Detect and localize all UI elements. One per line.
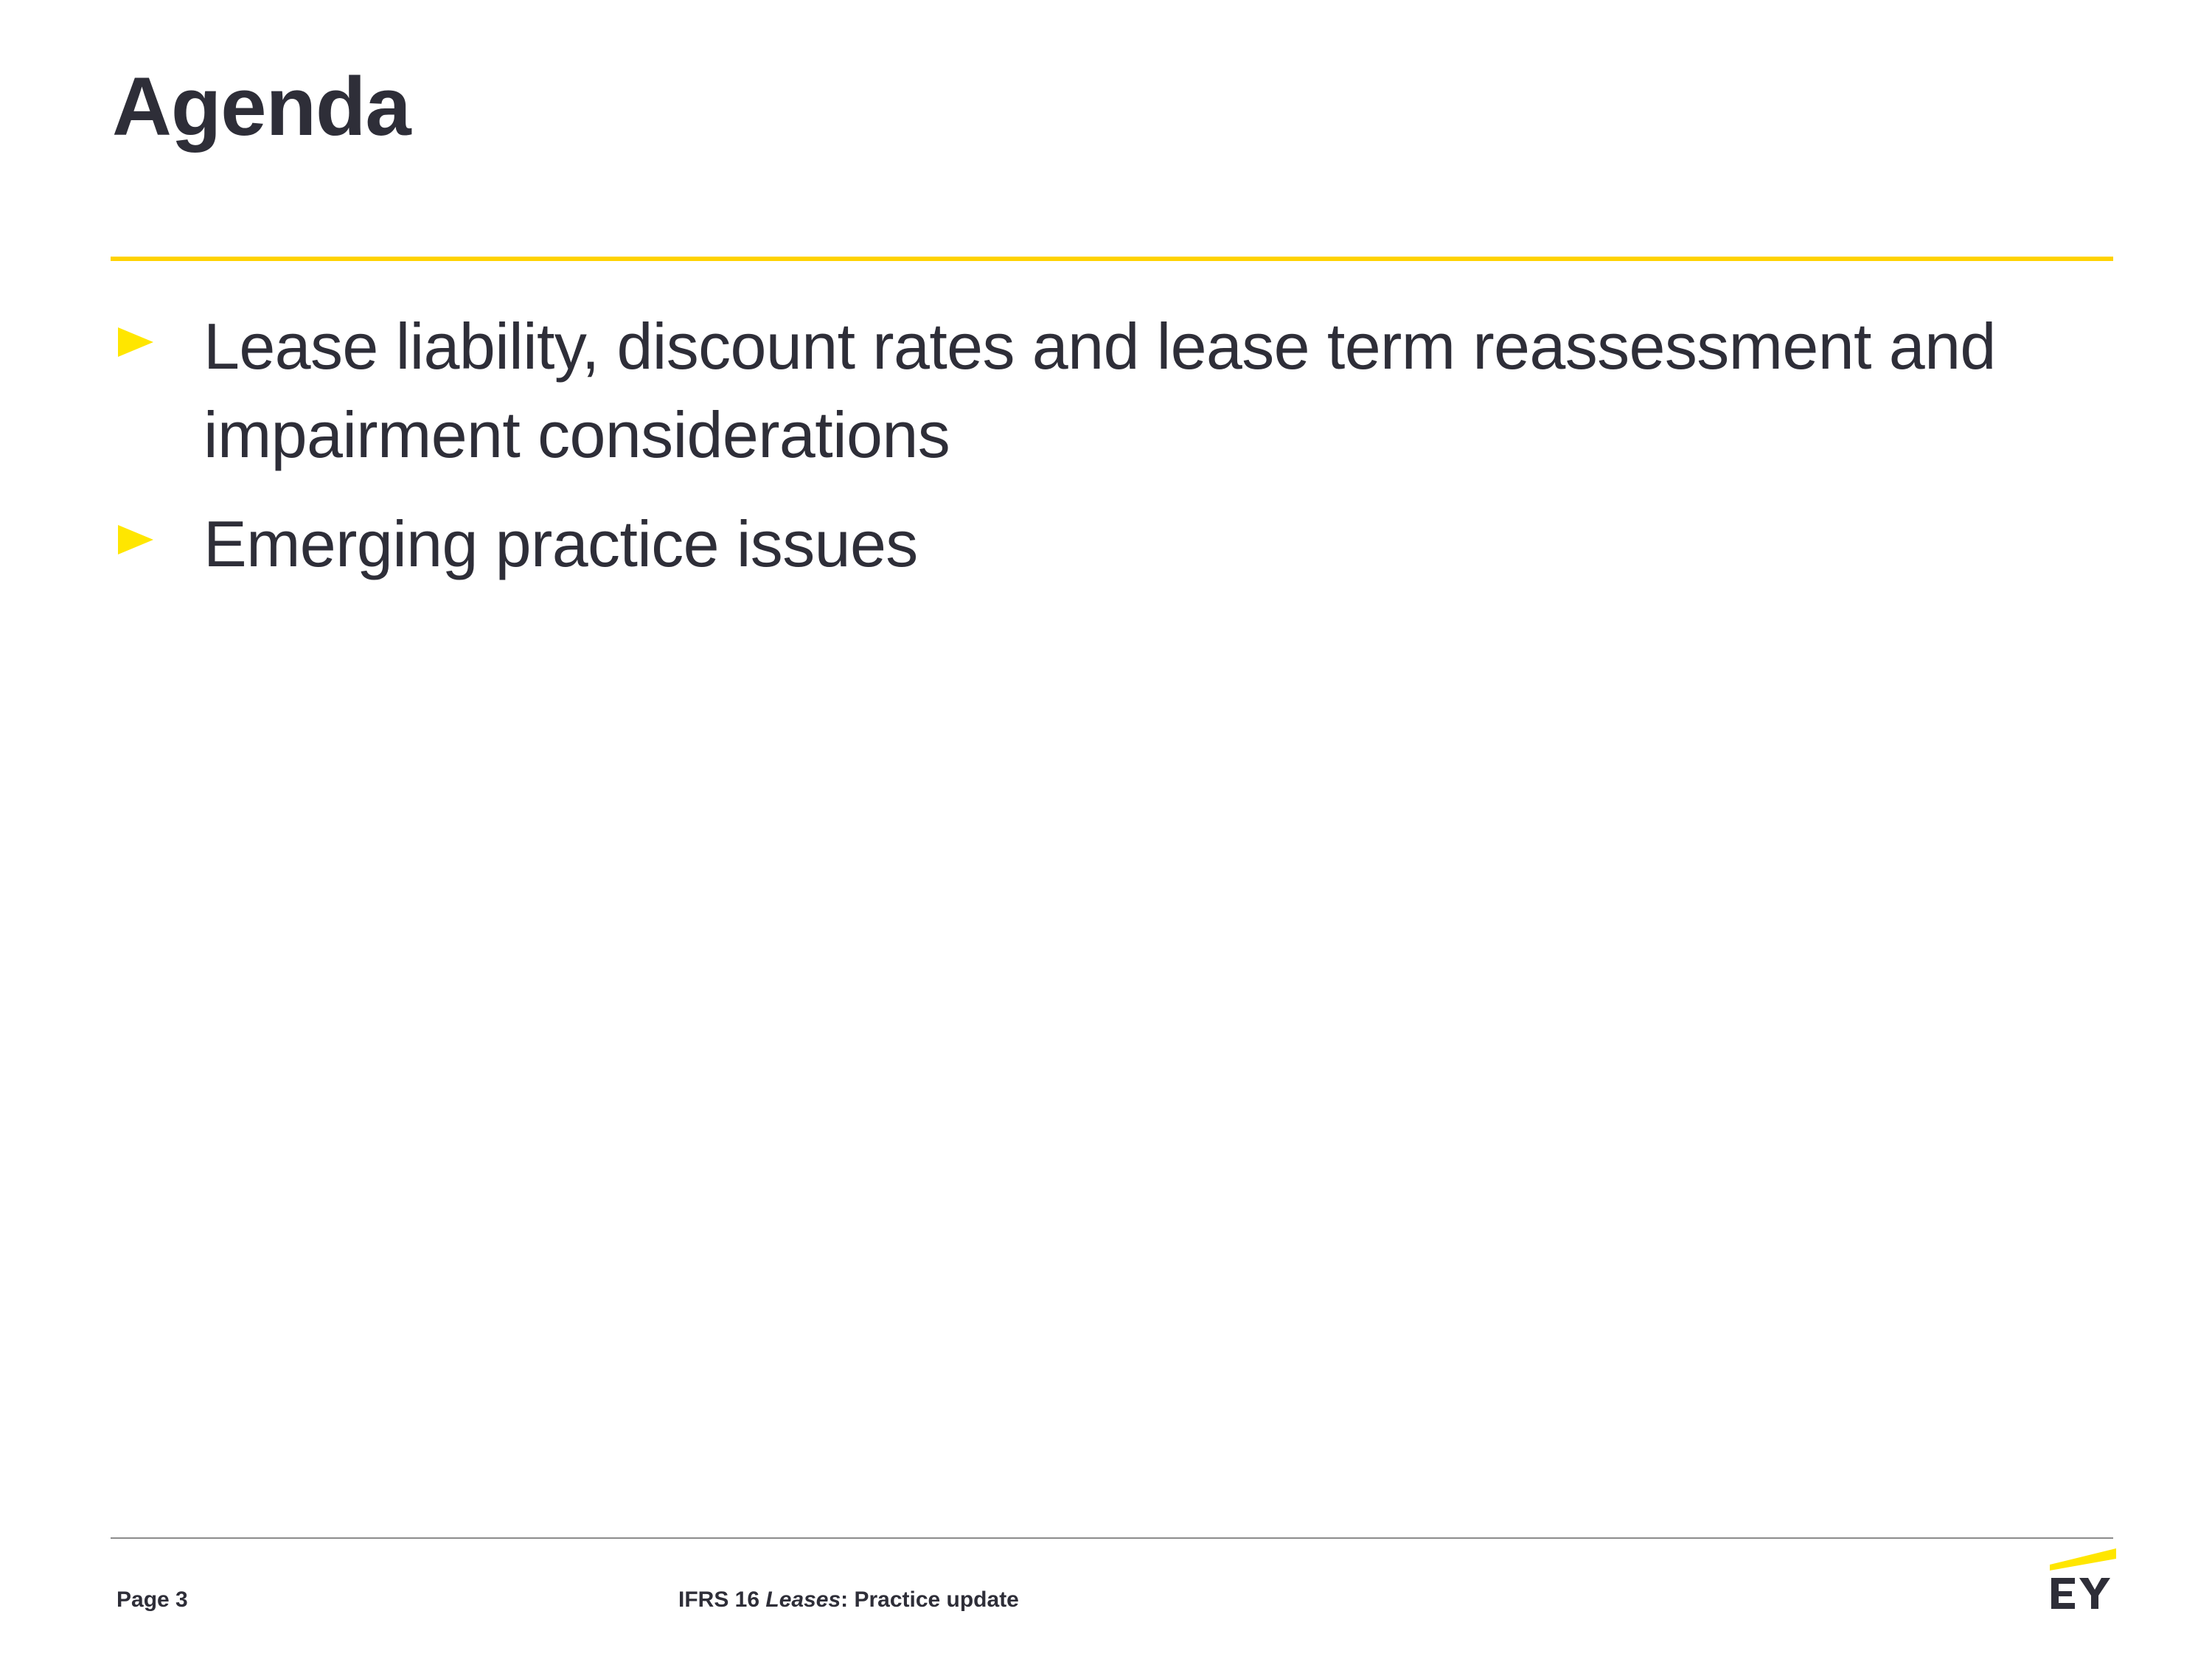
page-number: Page 3 — [116, 1587, 188, 1612]
footer-divider — [111, 1537, 2113, 1539]
document-title-suffix: : Practice update — [841, 1587, 1019, 1612]
document-title-prefix: IFRS 16 — [678, 1587, 766, 1612]
title-divider — [111, 257, 2113, 261]
triangle-right-icon — [118, 500, 204, 554]
triangle-right-icon — [118, 302, 204, 357]
agenda-list — [118, 302, 2124, 609]
document-title — [678, 1587, 1019, 1613]
agenda-item — [118, 500, 2124, 588]
agenda-item — [118, 302, 2124, 479]
agenda-item-text: Lease liability, discount rates and lease term reassessment and impairment considerations — [204, 310, 1996, 471]
document-title-italic: Leases — [765, 1587, 841, 1612]
agenda-item-text: Emerging practice issues — [204, 507, 918, 580]
page-title: Agenda — [112, 60, 411, 153]
ey-logo — [2050, 1548, 2116, 1615]
